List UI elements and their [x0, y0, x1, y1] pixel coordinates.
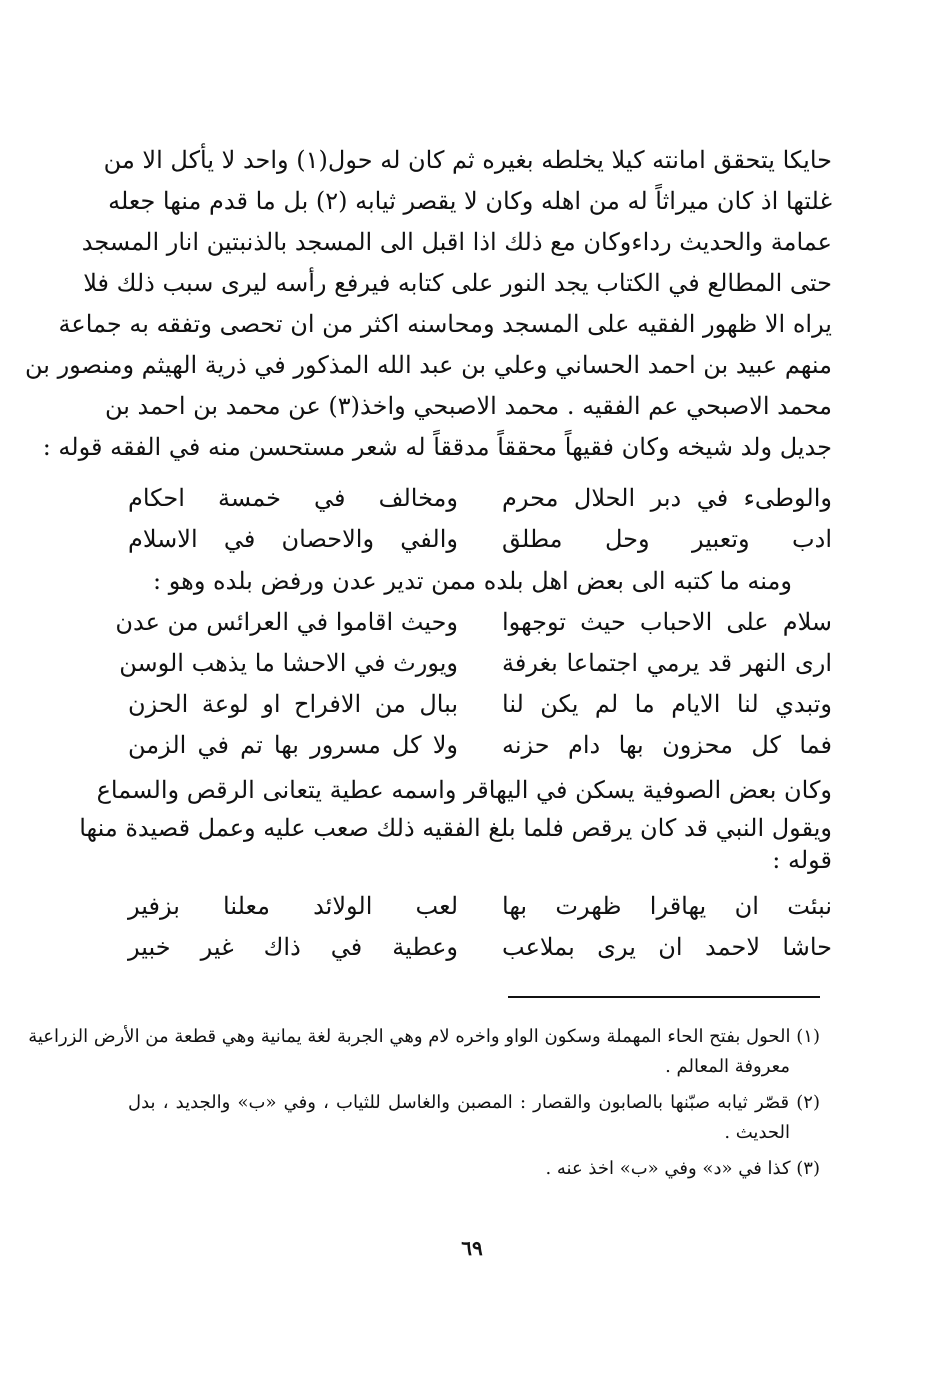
hemistich-second: ومخالف في خمسة احكام	[128, 484, 458, 512]
hemistich-second: والفي والاحصان في الاسلام	[128, 525, 458, 553]
hemistich-second: لعب الولائد معلنا بزفير	[128, 892, 458, 920]
hemistich-first: حاشا لاحمد ان يرى بملاعب	[502, 933, 832, 961]
text-line: وكان بعض الصوفية يسكن في اليهاقر واسمه عطية يتعانى الرقص والسماع	[96, 776, 832, 804]
hemistich-first: ادب وتعبير وحل مطلق	[502, 525, 832, 553]
intro-text	[128, 561, 832, 602]
text-line: جديل ولد شيخه وكان فقيهاً محققاً مدققاً له شعر مستحسن منه في الفقه قوله :	[42, 433, 832, 461]
hemistich-second: وحيث اقاموا في العرائس من عدن	[115, 608, 458, 636]
poem-block-1	[128, 478, 832, 560]
verse-line	[128, 725, 832, 766]
hemistich-first: فما كل محزون بها دام حزنه	[502, 731, 832, 759]
text-line: قوله :	[772, 846, 832, 874]
footnote-line: الحديث .	[724, 1122, 790, 1143]
verse-line	[115, 602, 832, 643]
verse-line	[128, 478, 832, 519]
text-line: غلتها اذ كان ميراثاً له من اهله وكان لا يقصر ثيابه (٢) بل ما قدم منها جعله	[108, 187, 832, 215]
text-line: محمد الاصبحي عم الفقيه . محمد الاصبحي واخذ(٣) عن محمد بن احمد بن	[104, 392, 832, 420]
verse-line	[128, 684, 832, 725]
page-number: ٦٩	[461, 1236, 483, 1260]
footnote-3	[128, 1154, 820, 1184]
hemistich-second: ببال من الافراح او لوعة الحزن	[128, 690, 458, 718]
footnotes	[28, 1022, 820, 1190]
footnote-1	[28, 1022, 820, 1082]
main-text-block	[24, 140, 832, 468]
verse-line	[119, 643, 832, 684]
story-text	[79, 770, 832, 875]
text-line: يراه الا ظهور الفقيه على المسجد ومحاسنه اكثر من ان تحصى وتفقه به جماعة	[58, 310, 832, 338]
hemistich-first: نبئت ان يهاقرا ظهرت بها	[502, 892, 832, 920]
footnote-2	[128, 1088, 820, 1148]
verse-line	[128, 886, 832, 927]
text-line: ويقول النبي قد كان يرقص فلما بلغ الفقيه ذلك صعب عليه وعمل قصيدة منها	[79, 814, 832, 842]
footnote-line: معروفة المعالم .	[665, 1056, 790, 1077]
hemistich-first: ارى النهر قد يرمي اجتماعا بغرفة	[502, 649, 832, 677]
hemistich-first: سلام على الاحباب حيث توجهوا	[502, 608, 832, 636]
text-line: حايكا يتحقق امانته كيلا يخلطه بغيره ثم كان له حول(١) واحد لا يأكل الا من	[103, 146, 832, 174]
footnote-line: (٢) قصّر ثيابه صبّنها بالصابون والقصار : المصبن والغاسل للثياب ، وفي «ب» والجديد ، بدل	[128, 1092, 820, 1113]
hemistich-second: ويورث في الاحشا ما يذهب الوسن	[119, 649, 458, 677]
poem-block-3	[128, 886, 832, 968]
hemistich-second: ولا كل مسرور بها تم في الزمن	[128, 731, 458, 759]
verse-line	[128, 519, 832, 560]
text-line: ومنه ما كتبه الى بعض اهل بلده ممن تدير عدن ورفض بلده وهو :	[153, 567, 792, 595]
text-line: عمامة والحديث رداءوكان مع ذلك اذا اقبل الى المسجد بالذنبتين انار المسجد	[81, 228, 832, 256]
hemistich-second: وعطية في ذاك غير خبير	[128, 933, 458, 961]
text-line: منهم عبيد بن احمد الحساني وعلي بن عبد الله المذكور في ذرية الهيثم ومنصور بن	[24, 351, 832, 379]
hemistich-first: والوطىء في دبر الحلال محرم	[502, 484, 832, 512]
footnote-line: (١) الحول بفتح الحاء المهملة وسكون الواو واخره لام وهي الجربة لغة يمانية وهي قطعة من الأرض الزراعية	[28, 1026, 820, 1047]
hemistich-first: وتبدي لنا الايام ما لم يكن لنا	[502, 690, 832, 718]
footnote-separator	[508, 996, 820, 998]
text-line: حتى المطالع في الكتاب يجد النور على كتابه فيرفع رأسه ليرى سبب ذلك فلا	[83, 269, 832, 297]
verse-line	[128, 927, 832, 968]
poem-block-2	[115, 602, 832, 766]
footnote-line: (٣) كذا في «د» وفي «ب» اخذ عنه .	[545, 1158, 820, 1179]
